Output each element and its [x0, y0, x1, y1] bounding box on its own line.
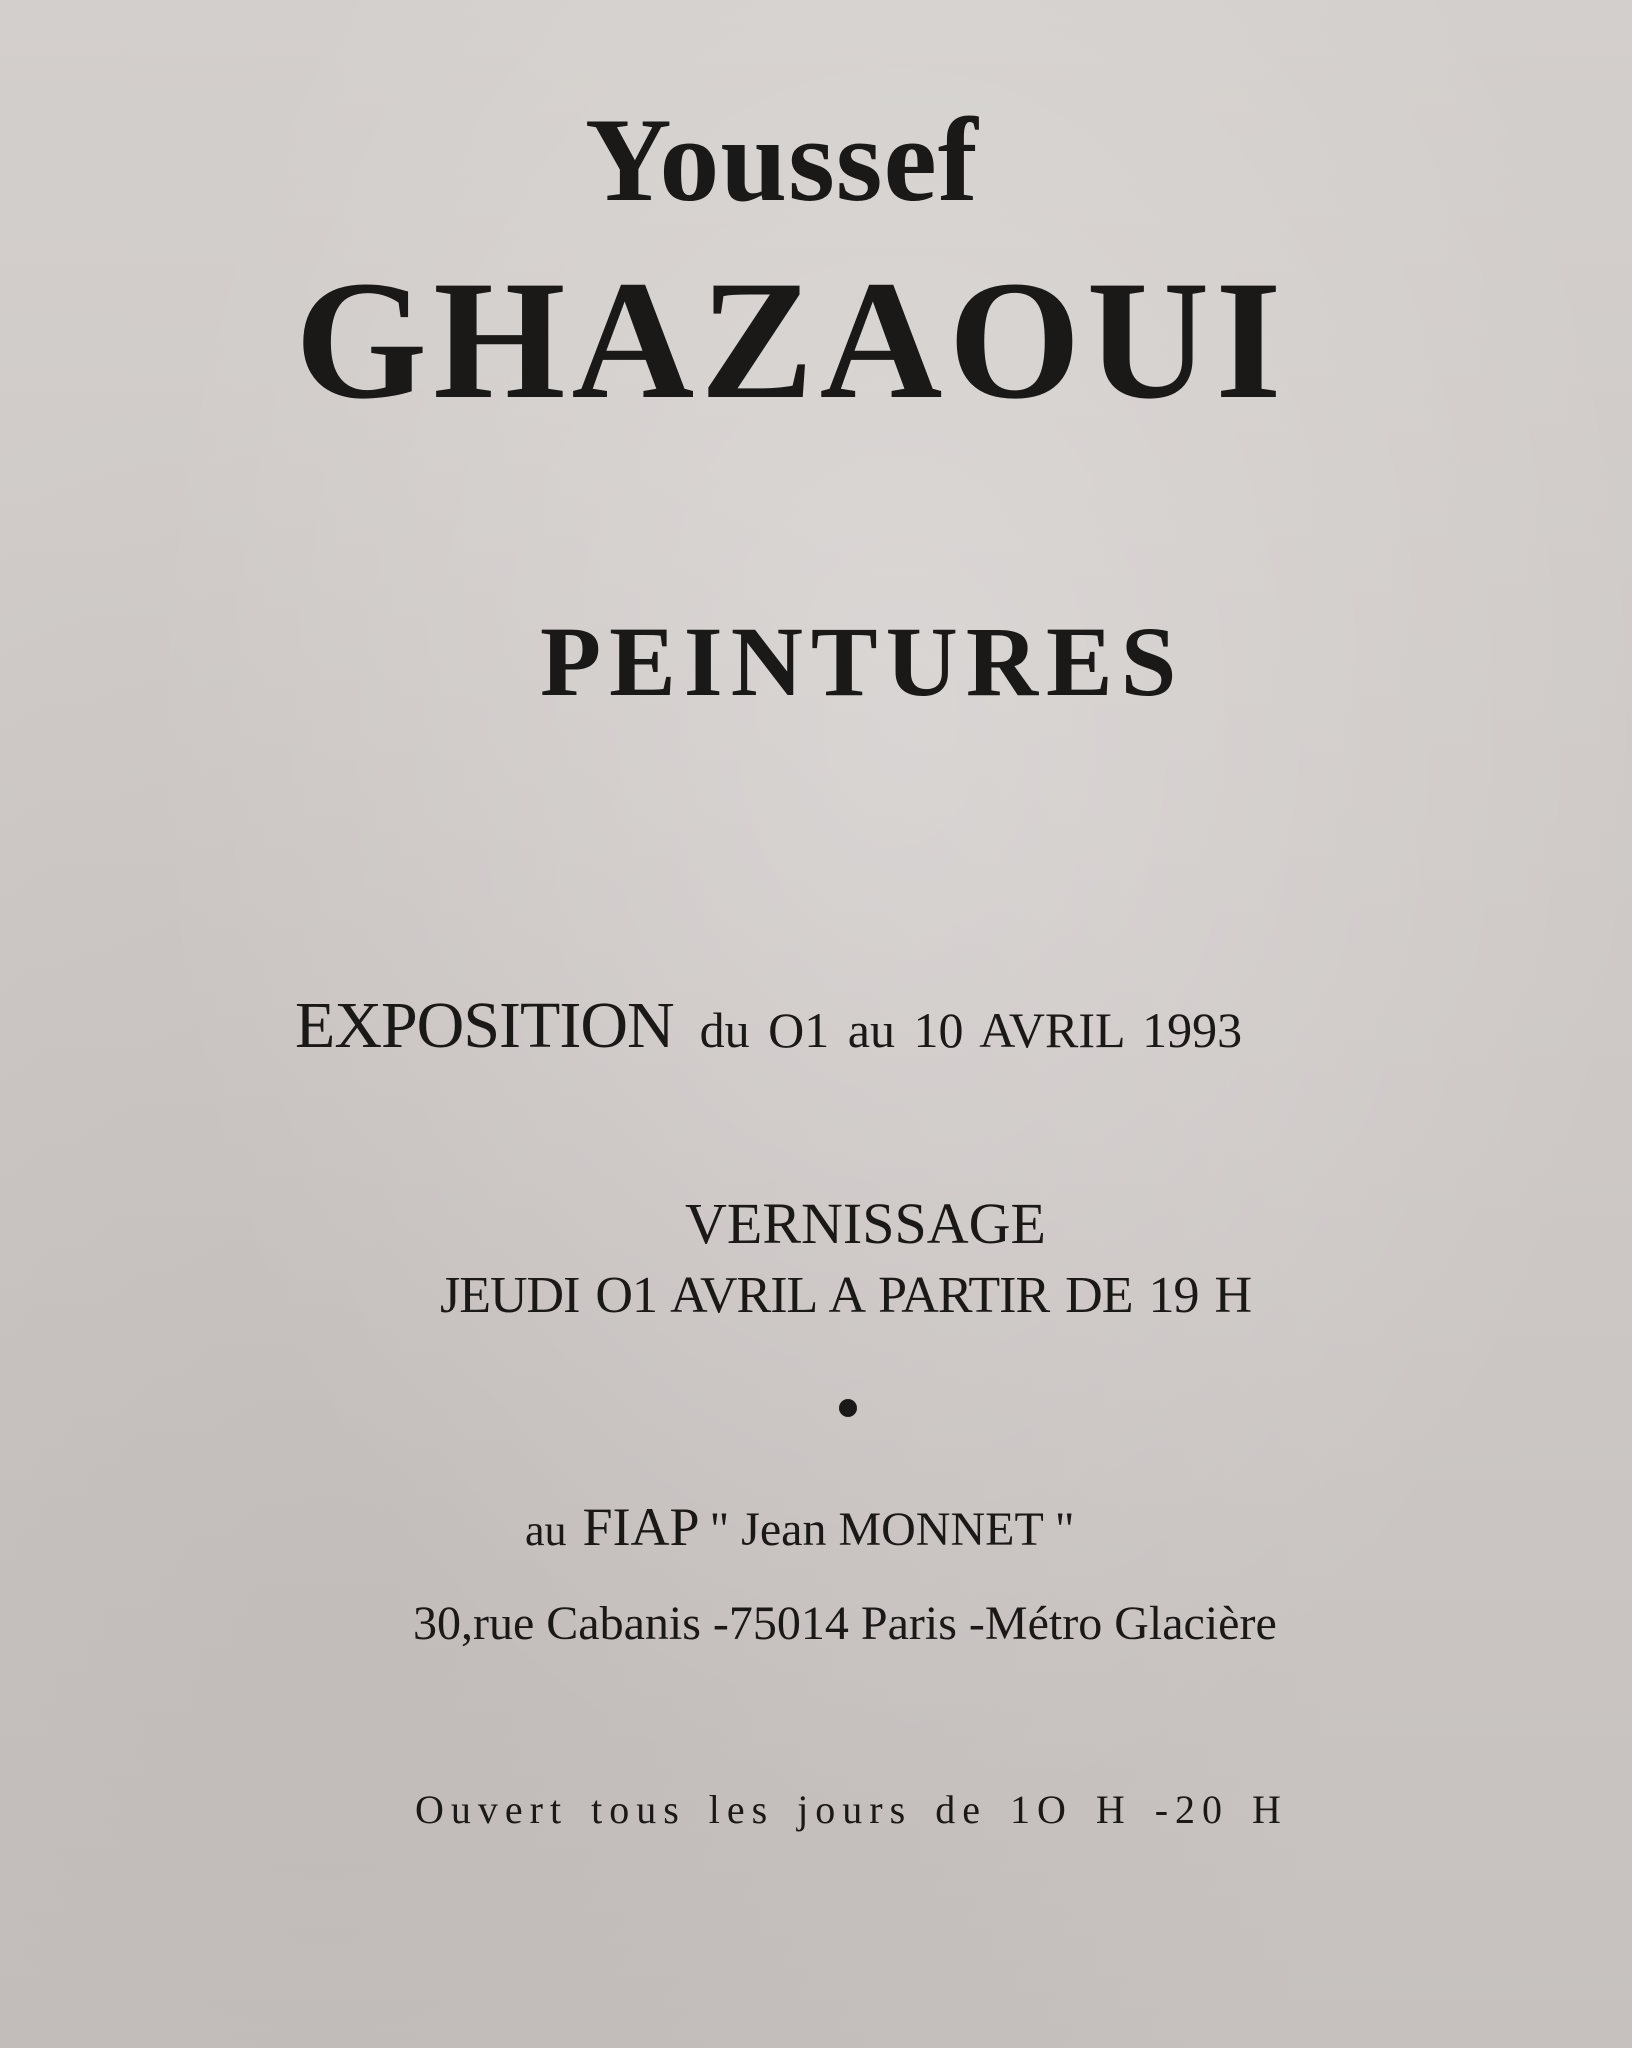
venue-subname: " Jean MONNET " [709, 1503, 1075, 1556]
venue-name: FIAP [582, 1497, 700, 1557]
venue-prefix: au [525, 1506, 567, 1555]
venue-address: 30,rue Cabanis -75014 Paris -Métro Glacière [413, 1597, 1277, 1650]
opening-hours: Ouvert tous les jours de 1O H -20 H [415, 1787, 1288, 1832]
artist-last-name: GHAZAOUI [295, 246, 1288, 434]
artist-first-name: Youssef [585, 93, 979, 226]
bullet-separator [839, 1399, 857, 1417]
exhibition-line [295, 989, 1243, 1062]
exhibition-subject: PEINTURES [540, 606, 1185, 717]
exhibition-label: EXPOSITION [295, 989, 674, 1062]
opening-label: VERNISSAGE [685, 1191, 1046, 1256]
opening-date: JEUDI O1 AVRIL A PARTIR DE 19 H [440, 1267, 1252, 1324]
venue-line [525, 1497, 1075, 1557]
exhibition-dates: du O1 au 10 AVRIL 1993 [699, 1002, 1243, 1058]
